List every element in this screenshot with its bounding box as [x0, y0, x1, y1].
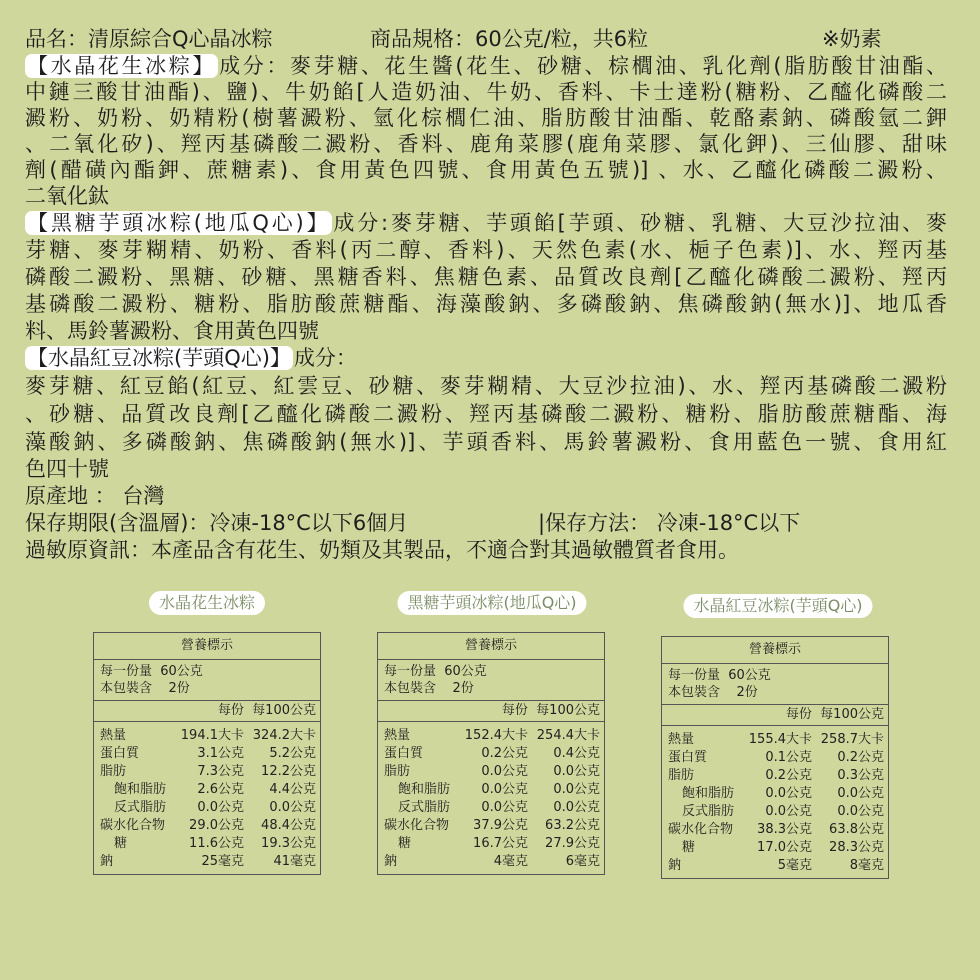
nutrient-name: 蛋白質 [100, 746, 140, 761]
diet-type: ※奶素 [822, 27, 882, 51]
nutrient-name: 糖 [398, 836, 412, 851]
nutrition-table [661, 636, 889, 879]
per-serving-value: 29.0公克 [189, 818, 244, 833]
origin: 原產地 ： 台灣 [25, 484, 165, 508]
per-100g-value: 19.3公克 [261, 836, 316, 851]
column-header: 每份 每100公克 [378, 701, 604, 722]
nutrition-row [668, 857, 884, 875]
nutrition-row [384, 817, 600, 835]
serving-size: 每一份量 60公克 [384, 664, 487, 679]
per-100g-value: 41毫克 [273, 854, 316, 869]
ingredients-line [25, 53, 947, 79]
nutrition-title: 營養標示 [378, 633, 604, 660]
column-header: 每份 每100公克 [94, 701, 320, 722]
per-100g-value: 0.4公克 [553, 746, 600, 761]
ingredients-line [25, 210, 947, 236]
per-serving-value: 152.4大卡 [464, 728, 528, 743]
nutrient-name: 飽和脂肪 [398, 782, 451, 797]
nutrition-row [668, 731, 884, 749]
nutrition-label-peanut: 水晶花生冰粽 [149, 591, 265, 615]
per-serving-value: 0.0公克 [197, 800, 244, 815]
per-100g-value: 0.3公克 [837, 768, 884, 783]
per-serving-value: 0.0公克 [481, 764, 528, 779]
per-100g-value: 4.4公克 [269, 782, 316, 797]
per-100g-value: 254.4大卡 [536, 728, 600, 743]
per-100g-value: 12.2公克 [261, 764, 316, 779]
per-serving-value: 0.2公克 [765, 768, 812, 783]
nutrient-name: 碳水化合物 [668, 822, 734, 837]
nutrition-row [384, 745, 600, 763]
section-title-red-bean: 【水晶紅豆冰粽(芋頭Q心)】 [27, 346, 291, 370]
ingredients-line: 基磷酸二澱粉、糖粉、脂肪酸蔗糖酯、海藻酸鈉、多磷酸鈉、焦磷酸鈉(無水)]、地瓜香 [25, 292, 947, 316]
nutrient-name: 脂肪 [668, 768, 695, 783]
per-serving-value: 3.1公克 [197, 746, 244, 761]
nutrient-name: 反式脂肪 [682, 804, 735, 819]
storage-method: |保存方法： 冷凍-18°C以下 [538, 511, 801, 535]
per-serving-value: 155.4大卡 [748, 732, 812, 747]
per-serving-value: 7.3公克 [197, 764, 244, 779]
section-title-peanut: 【水晶花生冰粽】 [27, 54, 217, 78]
nutrient-name: 反式脂肪 [398, 800, 451, 815]
nutrition-label-brown-sugar-taro: 黑糖芋頭冰粽(地瓜Q心) [397, 591, 586, 615]
nutrient-name: 飽和脂肪 [682, 786, 735, 801]
per-serving-value: 37.9公克 [473, 818, 528, 833]
nutrient-name: 脂肪 [100, 764, 127, 779]
nutrient-name: 熱量 [100, 728, 127, 743]
ingredients-line: 二氧化鈦 [25, 184, 109, 208]
product-name: 品名：清原綜合Q心晶冰粽 [25, 27, 273, 51]
product-spec: 商品規格：60公克/粒，共6粒 [370, 27, 649, 51]
nutrition-table [93, 632, 321, 875]
nutrition-row [668, 839, 884, 857]
per-100g-value: 63.8公克 [829, 822, 884, 837]
per-100g-value: 0.0公克 [553, 764, 600, 779]
ingredients-line: 、二氧化矽)、羥丙基磷酸二澱粉、香料、鹿角菜膠(鹿角菜膠、氯化鉀)、三仙膠、甜味 [25, 132, 947, 156]
nutrient-name: 碳水化合物 [100, 818, 166, 833]
nutrition-row [384, 853, 600, 871]
nutrition-row [384, 799, 600, 817]
nutrition-title: 營養標示 [662, 637, 888, 664]
nutrient-name: 蛋白質 [384, 746, 424, 761]
ingredients-line [25, 345, 357, 371]
shelf-life: 保存期限(含溫層)：冷凍-18°C以下6個月 [25, 511, 409, 535]
per-100g-value: 48.4公克 [261, 818, 316, 833]
nutrition-row [100, 727, 316, 745]
per-serving-value: 0.0公克 [481, 800, 528, 815]
per-serving-value: 11.6公克 [189, 836, 244, 851]
per-serving-value: 25毫克 [201, 854, 244, 869]
per-100g-value: 63.2公克 [545, 818, 600, 833]
ingredients-text: 成分： [293, 346, 357, 370]
per-100g-value: 0.0公克 [553, 782, 600, 797]
per-serving-value: 0.0公克 [481, 782, 528, 797]
nutrition-row [100, 853, 316, 871]
nutrient-name: 熱量 [668, 732, 695, 747]
nutrition-table [377, 632, 605, 875]
per-serving-value: 0.2公克 [481, 746, 528, 761]
nutrition-row [384, 781, 600, 799]
nutrition-row [668, 785, 884, 803]
per-100g-value: 0.0公克 [269, 800, 316, 815]
per-serving-value: 38.3公克 [757, 822, 812, 837]
nutrient-name: 碳水化合物 [384, 818, 450, 833]
nutrient-name: 鈉 [100, 854, 114, 869]
ingredients-line: 麥芽糖、紅豆餡(紅豆、紅雲豆、砂糖、麥芽糊精、大豆沙拉油)、水、羥丙基磷酸二澱粉 [25, 374, 947, 398]
per-serving-value: 16.7公克 [473, 836, 528, 851]
servings-per-package: 本包裝含 2份 [668, 685, 758, 700]
nutrition-row [668, 803, 884, 821]
nutrition-row [384, 763, 600, 781]
nutrition-row [100, 781, 316, 799]
nutrient-name: 反式脂肪 [114, 800, 167, 815]
nutrition-row [100, 763, 316, 781]
nutrient-name: 糖 [114, 836, 128, 851]
per-serving-value: 4毫克 [493, 854, 528, 869]
nutrient-name: 糖 [682, 840, 696, 855]
ingredients-line: 、砂糖、品質改良劑[乙醯化磷酸二澱粉、羥丙基磷酸二澱粉、糖粉、脂肪酸蔗糖酯、海 [25, 402, 947, 426]
nutrition-label-red-bean: 水晶紅豆冰粽(芋頭Q心) [683, 594, 872, 618]
nutrition-row [100, 835, 316, 853]
ingredients-line: 中鏈三酸甘油酯)、鹽)、牛奶餡[人造奶油、牛奶、香料、卡士達粉(糖粉、乙醯化磷酸二 [25, 80, 947, 104]
ingredients-line: 色四十號 [25, 457, 109, 481]
nutrient-name: 飽和脂肪 [114, 782, 167, 797]
per-serving-value: 0.0公克 [765, 786, 812, 801]
nutrition-title: 營養標示 [94, 633, 320, 660]
per-100g-value: 0.0公克 [837, 786, 884, 801]
per-serving-value: 17.0公克 [757, 840, 812, 855]
per-serving-value: 2.6公克 [197, 782, 244, 797]
per-100g-value: 0.0公克 [837, 804, 884, 819]
ingredients-line: 劑(醋磺內酯鉀、蔗糖素)、食用黃色四號、食用黃色五號)] 、水、乙醯化磷酸二澱粉、 [25, 158, 947, 182]
per-100g-value: 28.3公克 [829, 840, 884, 855]
servings-per-package: 本包裝含 2份 [100, 681, 190, 696]
per-100g-value: 0.0公克 [553, 800, 600, 815]
per-100g-value: 324.2大卡 [252, 728, 316, 743]
per-serving-value: 194.1大卡 [180, 728, 244, 743]
nutrition-row [100, 745, 316, 763]
nutrient-name: 鈉 [668, 858, 682, 873]
per-100g-value: 27.9公克 [545, 836, 600, 851]
serving-size: 每一份量 60公克 [100, 664, 203, 679]
per-100g-value: 5.2公克 [269, 746, 316, 761]
nutrition-row [100, 799, 316, 817]
allergen-info: 過敏原資訊：本產品含有花生、奶類及其製品，不適合對其過敏體質者食用。 [25, 538, 739, 562]
nutrient-name: 鈉 [384, 854, 398, 869]
nutrition-row [668, 821, 884, 839]
nutrition-row [384, 727, 600, 745]
per-100g-value: 0.2公克 [837, 750, 884, 765]
per-serving-value: 0.0公克 [765, 804, 812, 819]
nutrition-row [668, 767, 884, 785]
ingredients-line: 藻酸鈉、多磷酸鈉、焦磷酸鈉(無水)]、芋頭香料、馬鈴薯澱粉、食用藍色一號、食用紅 [25, 430, 947, 454]
ingredients-text: 成分:麥芽糖、芋頭餡[芋頭、砂糖、乳糖、大豆沙拉油、麥 [333, 211, 947, 235]
ingredients-line: 料、馬鈴薯澱粉、食用黃色四號 [25, 319, 319, 343]
column-header: 每份 每100公克 [662, 705, 888, 726]
serving-size: 每一份量 60公克 [668, 668, 771, 683]
section-title-brown-sugar-taro: 【黑糖芋頭冰粽(地瓜Q心)】 [27, 211, 331, 235]
nutrient-name: 熱量 [384, 728, 411, 743]
per-100g-value: 8毫克 [849, 858, 884, 873]
servings-per-package: 本包裝含 2份 [384, 681, 474, 696]
nutrition-row [100, 817, 316, 835]
per-100g-value: 258.7大卡 [820, 732, 884, 747]
nutrient-name: 蛋白質 [668, 750, 708, 765]
ingredients-line: 磷酸二澱粉、黑糖、砂糖、黑糖香料、焦糖色素、品質改良劑[乙醯化磷酸二澱粉、羥丙 [25, 265, 947, 289]
ingredients-text: 成分：麥芽糖、花生醬(花生、砂糖、棕櫚油、乳化劑(脂肪酸甘油酯、 [219, 54, 948, 78]
nutrient-name: 脂肪 [384, 764, 411, 779]
per-100g-value: 6毫克 [565, 854, 600, 869]
ingredients-line: 芽糖、麥芽糊精、奶粉、香料(丙二醇、香料)、天然色素(水、梔子色素)]、水、羥丙基 [25, 238, 947, 262]
per-serving-value: 0.1公克 [765, 750, 812, 765]
nutrition-row [668, 749, 884, 767]
ingredients-line: 澱粉、奶粉、奶精粉(樹薯澱粉、氫化棕櫚仁油、脂肪酸甘油酯、乾酪素鈉、磷酸氫二鉀 [25, 106, 947, 130]
per-serving-value: 5毫克 [777, 858, 812, 873]
nutrition-row [384, 835, 600, 853]
